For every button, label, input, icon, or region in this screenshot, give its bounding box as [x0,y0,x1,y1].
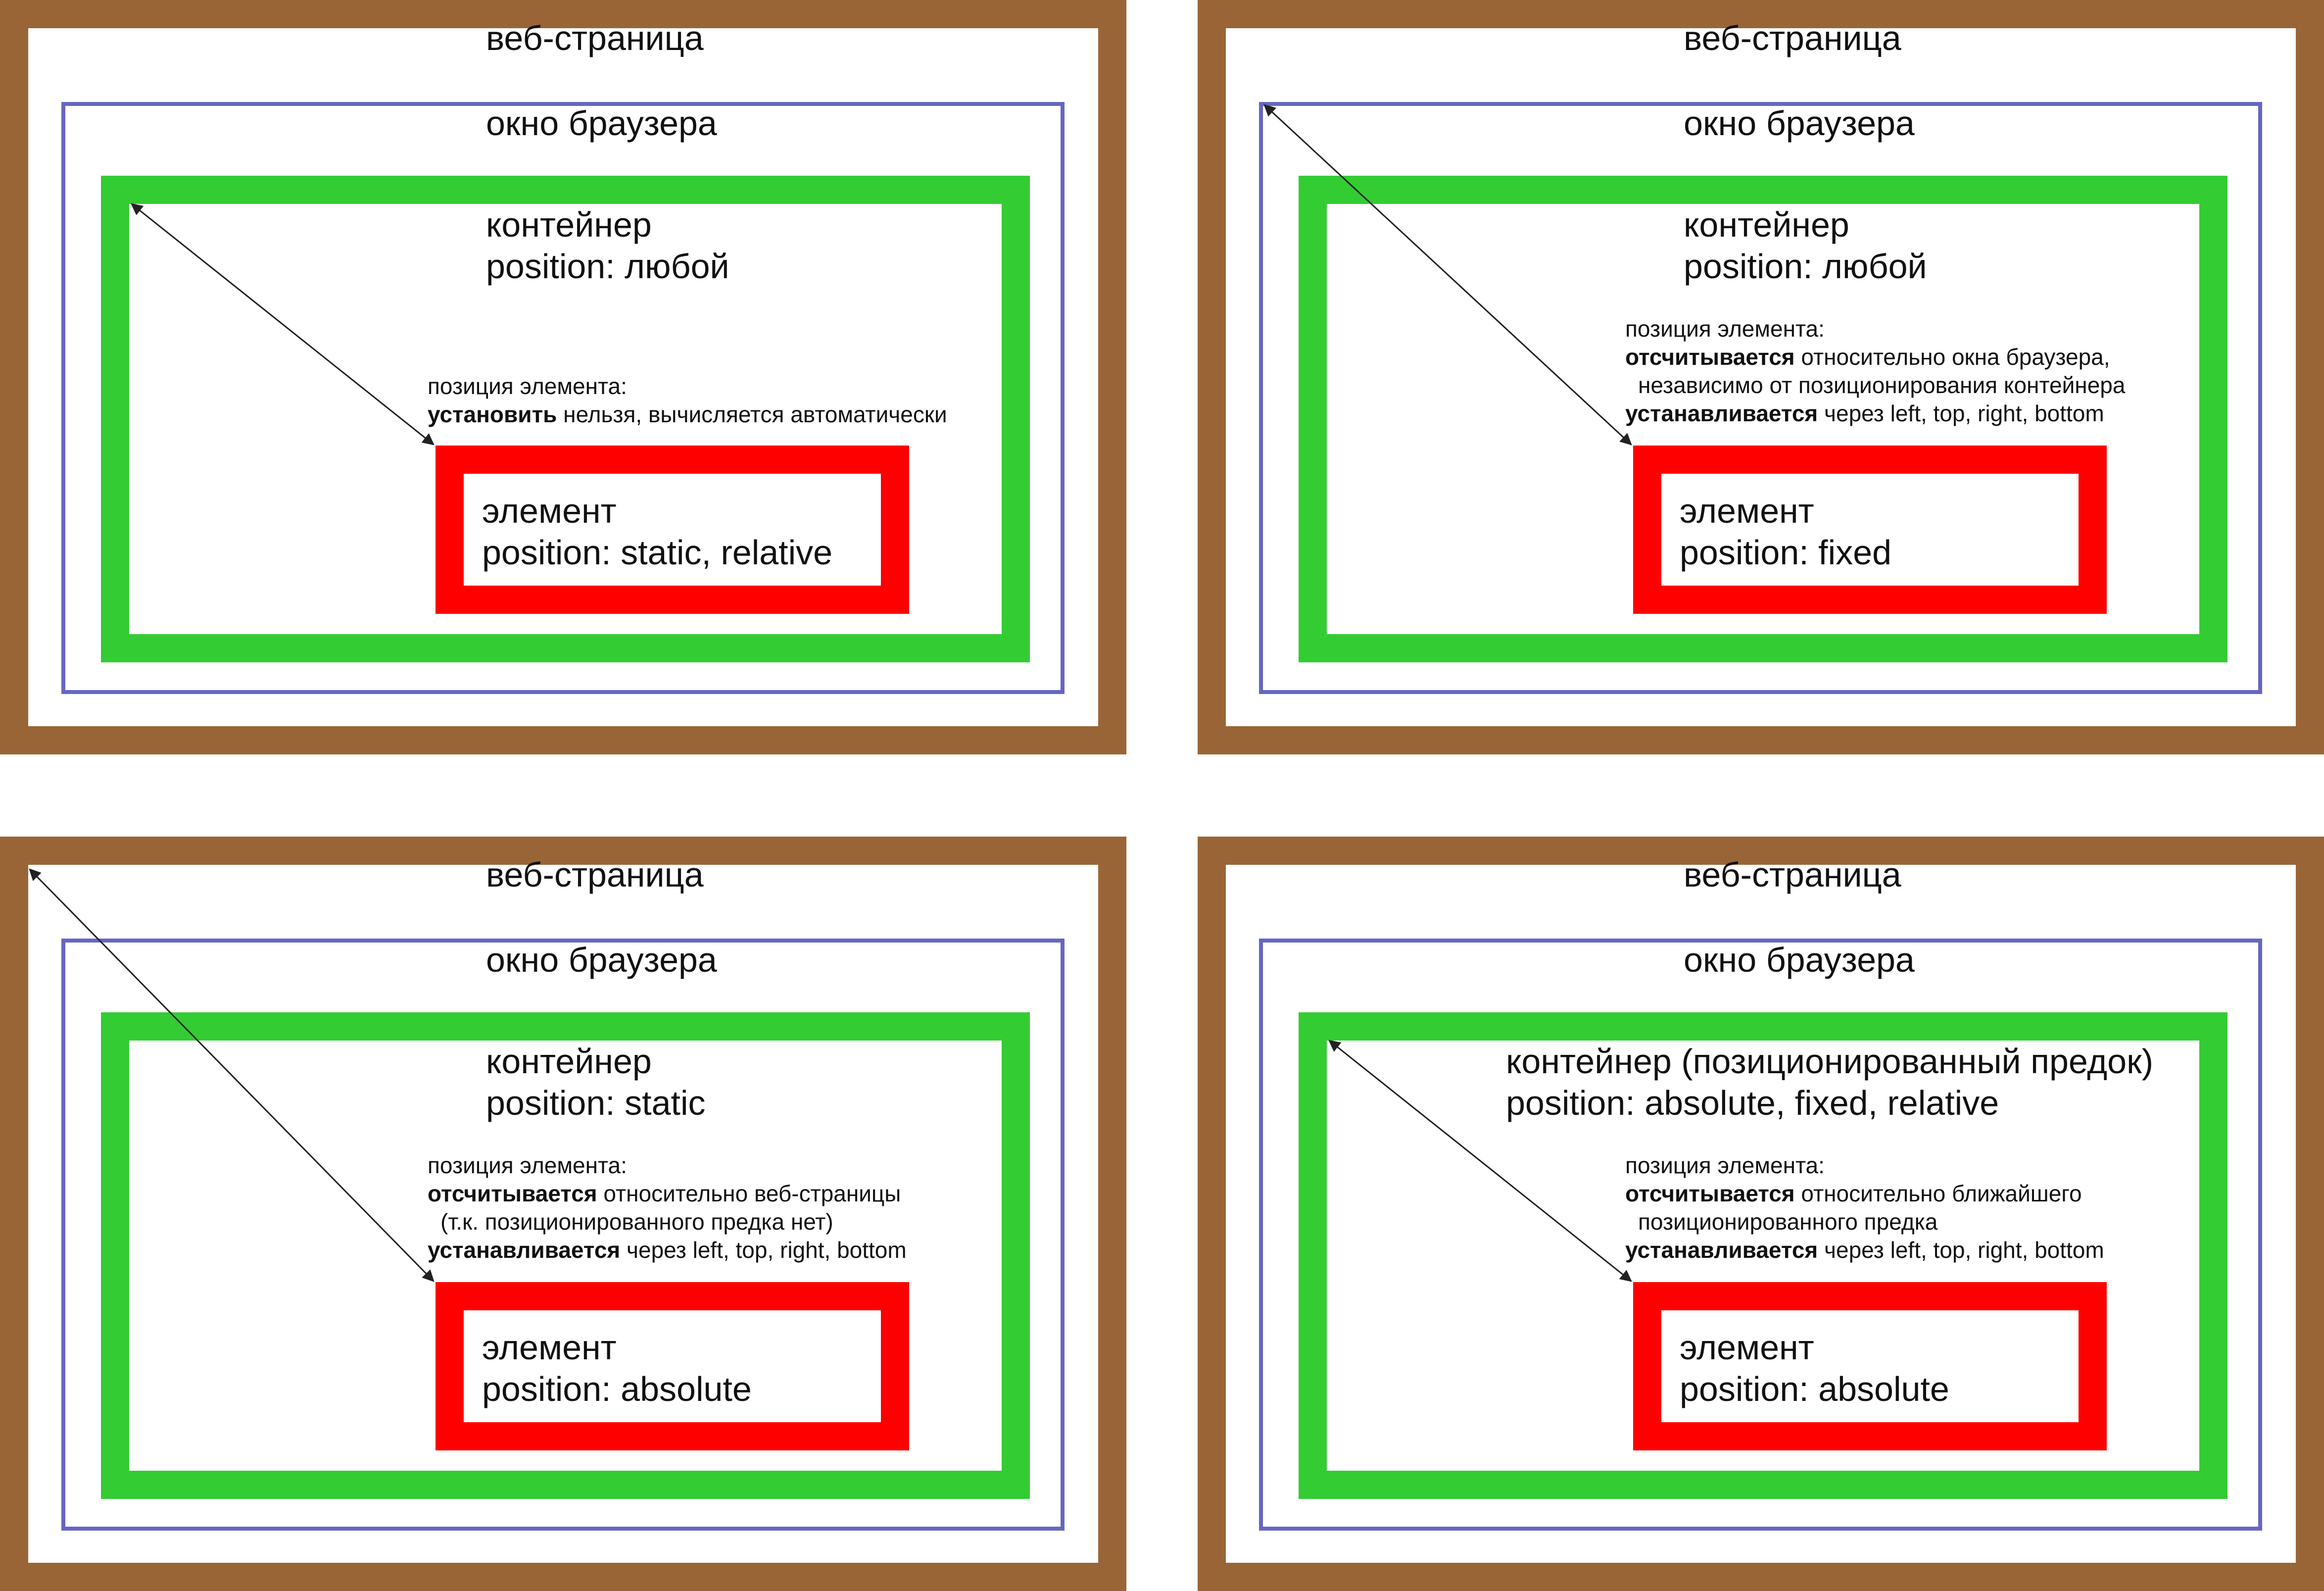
note-clarification: позиционированного предка [1638,1209,1938,1235]
diagram-fixed [1198,0,2324,754]
element-position: position: absolute [482,1370,752,1408]
element-title: элемент [482,1328,617,1367]
note-keyword: отсчитывается [1625,344,1795,370]
element-position: position: fixed [1680,533,1892,572]
browser-window-label: окно браузера [486,941,717,979]
container-title: контейнер [486,1042,652,1081]
offset-arrow [0,837,1126,1591]
element-title: элемент [482,492,617,530]
browser-window-label: окно браузера [486,104,717,143]
note-text: относительно окна браузера, [1794,344,2110,370]
note-heading: позиция элемента: [428,1152,627,1178]
note-heading: позиция элемента: [428,373,627,399]
note-text: нельзя, вычисляется автоматически [557,401,947,427]
container-title: контейнер [1684,205,1849,244]
element-title: элемент [1680,492,1814,530]
note-keyword: отсчитывается [428,1181,597,1206]
element-position: position: absolute [1680,1370,1949,1408]
note-text: через left, top, right, bottom [620,1237,907,1263]
web-page-label: веб-страница [1684,19,1901,57]
note-text: относительно ближайшего [1794,1181,2082,1206]
web-page-label: веб-страница [1684,855,1901,894]
diagram-absolute-static-container [0,837,1126,1591]
offset-arrow [0,0,1126,754]
diagram-static-relative [0,0,1126,754]
web-page-label: веб-страница [486,855,704,894]
note-keyword: установить [428,401,557,427]
note-keyword: отсчитывается [1625,1181,1795,1206]
note-text: через left, top, right, bottom [1818,400,2104,426]
element-title: элемент [1680,1328,1814,1367]
offset-arrow [1198,837,2324,1591]
note-clarification: независимо от позиционирования контейнера [1638,372,2126,398]
element-position: position: static, relative [482,533,833,572]
container-title: контейнер [486,205,652,244]
note-clarification: (т.к. позиционированного предка нет) [440,1209,833,1235]
offset-arrow [1198,0,2324,754]
note-keyword: устанавливается [1625,400,1818,426]
note-keyword: устанавливается [1625,1237,1818,1263]
note-heading: позиция элемента: [1625,316,1825,342]
web-page-label: веб-страница [486,19,704,57]
browser-window-label: окно браузера [1684,941,1915,979]
note-text: через left, top, right, bottom [1818,1237,2104,1263]
note-text: относительно веб-страницы [597,1181,901,1206]
container-position: position: любой [1684,247,1927,286]
note-keyword: устанавливается [428,1237,621,1263]
container-title: контейнер (позиционированный предок) [1506,1042,2154,1081]
diagram-absolute-positioned-ancestor [1198,837,2324,1591]
note-heading: позиция элемента: [1625,1152,1825,1178]
browser-window-label: окно браузера [1684,104,1915,143]
container-position: position: static [486,1084,706,1122]
container-position: position: absolute, fixed, relative [1506,1084,1999,1122]
container-position: position: любой [486,247,729,286]
